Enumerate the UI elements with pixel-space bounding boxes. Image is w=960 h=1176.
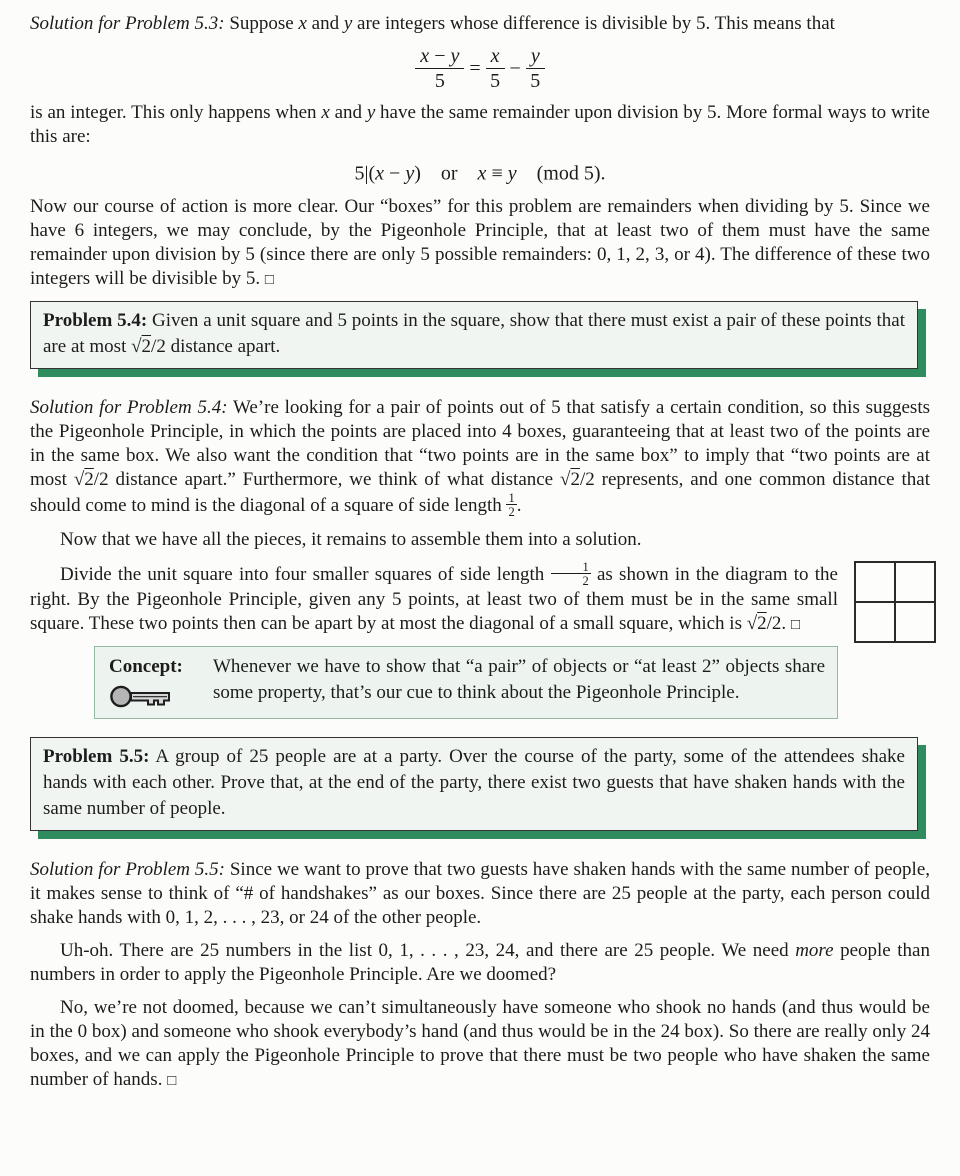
equation-fraction-identity xyxy=(30,45,930,92)
unit-square-cell xyxy=(855,562,895,602)
solution-5-5-paragraph-2 xyxy=(30,939,930,987)
qed-symbol: □ xyxy=(790,616,800,633)
solution-5-5-text-1: Solution for Problem 5.5: Since we want to prove that two guests have shaken hands with the same number of people, it makes sense to think of “# of handshakes” as our boxes. Since there are 25 people at the party, each person could shake hands with 0, 1, 2, . . . , 23, or 24 of the other people. xyxy=(30,858,930,928)
concept-box xyxy=(94,646,838,719)
solution-5-3-paragraph-1 xyxy=(30,12,930,36)
fraction: $\frac{y}{5}$ xyxy=(526,45,545,92)
sqrt-expression: √2 xyxy=(560,468,580,490)
solution-5-3-text-2: is an integer. This only happens when x and y have the same remainder upon division by 5. More formal ways to write this are: xyxy=(30,101,930,147)
solution-5-4-paragraph-3 xyxy=(30,561,930,637)
problem-5-5-text: A group of 25 people are at a party. Over the course of the party, some of the attendees shake hands with each other. Prove that, at the end of the party, there exist two guests that have shaken hands with the same number of people. xyxy=(43,745,905,819)
solution-5-4-text-2: Now that we have all the pieces, it remains to assemble them into a solution. xyxy=(60,528,642,550)
solution-5-5-text-2: Uh-oh. There are 25 numbers in the list 0, 1, . . . , 23, 24, and there are 25 people. We need more people than numbers in order to apply the Pigeonhole Principle. Are we doomed? xyxy=(30,939,930,985)
unit-square-cell xyxy=(895,602,935,642)
solution-5-4-text-1: Solution for Problem 5.4: We’re looking for a pair of points out of 5 that satisfy a certain condition, so this suggests the Pigeonhole Principle, in which the points are placed into 4 boxes, guaranteeing that at least two of the points are in the same box. We also want the condition that “two points are in the same box” to imply that “two points are at most √2/2 distance apart.” Furthermore, we think of what distance √2/2 represents, and one common distance that should come to mind is the diagonal of a square of side length $\frac{1}{2}$ . xyxy=(30,396,930,520)
solution-5-3-paragraph-2 xyxy=(30,101,930,149)
solution-5-3-text-3: Now our course of action is more clear. Our “boxes” for this problem are remainders when dividing by 5. Since we have 6 integers, we may conclude, by the Pigeonhole Principle, that at least two of them must have the same remainder upon division by 5 (since there are only 5 possible remainders: 0, 1, 2, 3, or 4). The difference of these two integers will be divisible by 5. □ xyxy=(30,195,930,289)
fraction: $\frac{1}{2}$ xyxy=(508,490,515,520)
concept-label-column xyxy=(109,654,213,710)
problem-5-4-text: Given a unit square and 5 points in the square, show that there must exist a pair of these points that are at most √2/2 distance apart. xyxy=(43,309,905,357)
fraction: $\frac{x}{5}$ xyxy=(486,45,505,92)
problem-5-5-label: Problem 5.5: xyxy=(43,745,150,767)
solution-5-3-paragraph-3 xyxy=(30,195,930,292)
unit-square-cell xyxy=(855,602,895,642)
qed-symbol: □ xyxy=(264,271,274,288)
solution-5-5-paragraph-3 xyxy=(30,996,930,1093)
solution-5-5-paragraph-1 xyxy=(30,858,930,930)
equation-divisibility-content: 5|(x − y) or x ≡ y (mod 5). xyxy=(354,161,606,184)
solution-5-4-text-3: Divide the unit square into four smaller squares of side length $\frac{1}{2}$ as shown in the diagram to the right. By the Pigeonhole Principle, given any 5 points, at least two of them must be in the same small square. These two points then can be apart by at most the diagonal of a small square, which is √2/2. □ xyxy=(30,559,838,634)
sqrt-expression: √2 xyxy=(746,612,767,634)
solution-5-4-paragraph-1 xyxy=(30,396,930,519)
concept-label: Concept: xyxy=(109,655,183,677)
unit-square-cell xyxy=(895,562,935,602)
concept-text: Whenever we have to show that “a pair” of objects or “at least 2” objects share some property, that’s our cue to think about the Pigeonhole Principle. xyxy=(213,655,825,703)
equation-fraction-identity-content: $\frac{x - y}{5}$ = $\frac{x}{5}$ − $\frac{y}{5}$ xyxy=(415,56,544,78)
solution-5-5-text-3: No, we’re not doomed, because we can’t simultaneously have someone who shook no hands (and thus would be in the 0 box) and someone who shook everybody’s hand (and thus would be in the 24 box). So there are really only 24 boxes, and we can apply the Pigeonhole Principle to prove that there must be two people who have shaken the same number of hands. □ xyxy=(30,996,930,1090)
solution-5-3-text-1: Solution for Problem 5.3: Suppose x and y are integers whose difference is divisible by 5. This means that xyxy=(30,13,835,34)
equation-divisibility-notation xyxy=(30,158,930,186)
qed-symbol: □ xyxy=(167,1072,177,1089)
key-icon xyxy=(109,683,179,710)
sqrt-expression: √2 xyxy=(131,335,152,357)
sqrt-expression: √2 xyxy=(73,468,94,490)
unit-square-diagram xyxy=(854,561,936,643)
problem-5-4-label: Problem 5.4: xyxy=(43,309,148,331)
fraction: $\frac{x - y}{5}$ xyxy=(415,45,464,92)
fraction: $\frac{1}{2}$ xyxy=(551,561,591,588)
problem-5-4-box xyxy=(30,301,918,369)
solution-5-4-paragraph-2 xyxy=(30,528,930,552)
problem-5-5-box xyxy=(30,737,918,831)
